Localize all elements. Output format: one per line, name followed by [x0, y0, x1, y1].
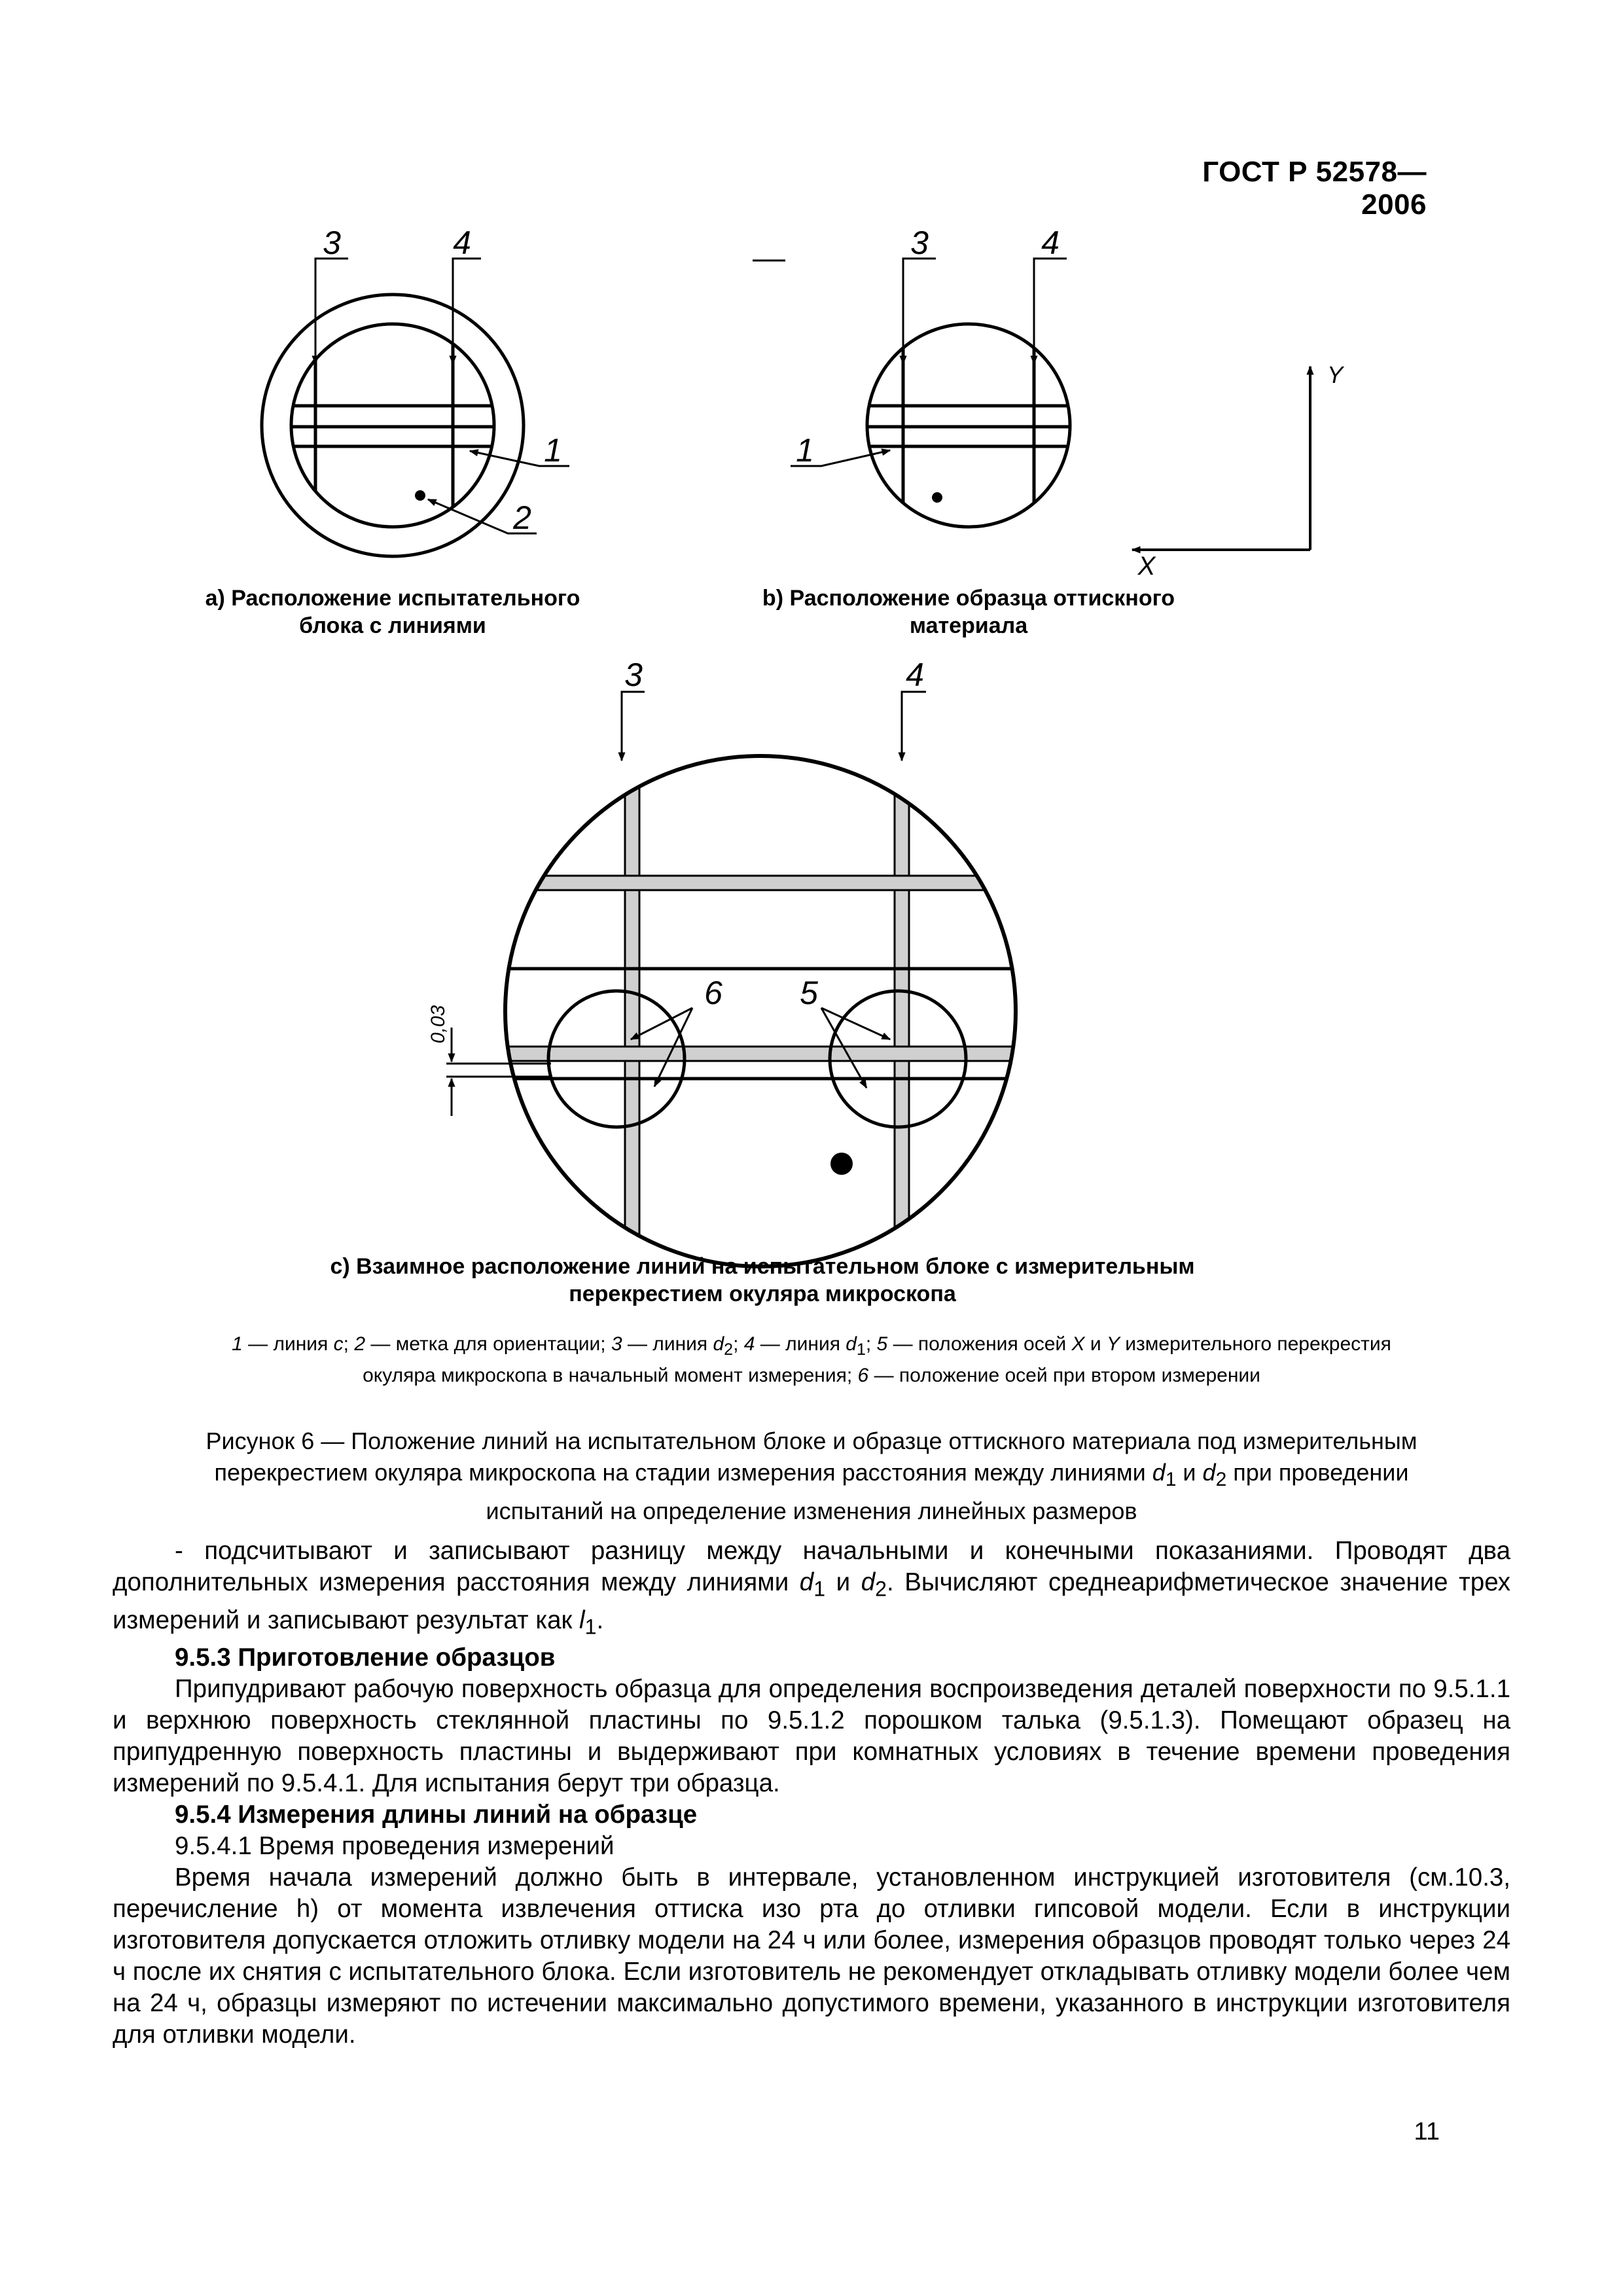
- page-number: 11: [1414, 2118, 1440, 2145]
- axis-x-label: X: [1137, 552, 1156, 581]
- label-1-a: 1: [544, 432, 562, 469]
- label-5-c: 5: [800, 975, 818, 1011]
- label-2-a: 2: [513, 499, 531, 536]
- legend-line-2: окуляра микроскопа в начальный момент измерения; 6 — положение осей при втором измерении: [363, 1365, 1260, 1386]
- label-4-c: 4: [906, 656, 924, 693]
- label-6-c: 6: [704, 975, 722, 1011]
- paragraph-2: Припудривают рабочую поверхность образца для определения воспроизведения деталей поверхности по 9.5.1.1 и верхнюю поверхность стеклянной пластины по 9.5.1.2 порошком талька (9.5.1.3). Помещают образец на припудренную поверхность пластины и выдерживают при комнатных условиях в течение времени проведения измерений по 9.5.4.1. Для испытания берут три образца.: [113, 1675, 1510, 1798]
- axis-y-label: Y: [1327, 361, 1344, 388]
- legend-line-1: 1 — линия c; 2 — метка для ориентации; 3 — линия $d_2$; 4 — линия $d_1$; 5 — положения осей X и Y измерительного перекрестия: [232, 1333, 1391, 1359]
- label-4-b: 4: [1041, 224, 1060, 261]
- caption-a: a) Расположение испытательного блока с линиями: [205, 586, 580, 638]
- figure-legend: [98, 1331, 1525, 1389]
- body-text: [113, 1535, 1510, 2051]
- dimension-label: 0,03: [427, 1005, 449, 1044]
- label-3-a: 3: [323, 224, 341, 261]
- label-1-b: 1: [796, 432, 814, 469]
- caption-b: b) Расположение образца оттискного материала: [762, 586, 1175, 638]
- caption-c: c) Взаимное расположение линий на испытательном блоке с измерительным перекрестием окуляра микроскопа: [330, 1254, 1195, 1306]
- label-4-a: 4: [453, 224, 471, 261]
- heading-9-5-4: 9.5.4 Измерения длины линий на образце: [175, 1801, 698, 1829]
- document-id: ГОСТ Р 52578—2006: [1202, 156, 1427, 221]
- paragraph-1: - подсчитывают и записывают разницу между начальными и конечными показаниями. Проводят два дополнительных измерения расстояния между линиями $d_1$ и $d_2$. Вычисляют среднеарифметическое значение трех измерений и записывают результат как $l_1$.: [113, 1537, 1511, 1639]
- label-3-c: 3: [624, 656, 643, 693]
- figure-b-sample: [791, 259, 1073, 530]
- axis-indicator: [1132, 367, 1310, 550]
- label-3-b: 3: [910, 224, 929, 261]
- heading-9-5-3: 9.5.3 Приготовление образцов: [175, 1643, 556, 1672]
- figure-c-crosshair: [446, 692, 1027, 1283]
- heading-9-5-4-1: 9.5.4.1 Время проведения измерений: [175, 1832, 615, 1861]
- figure-title: Рисунок 6 — Положение линий на испытательном блоке и образце оттискного материала под измерительным перекрестием окуляра микроскопа на стадии измерения расстояния между линиями $d_1$ и $d_2$ при проведении испытаний на определение изменения линейных размеров: [205, 1427, 1418, 1525]
- paragraph-3: Время начала измерений должно быть в интервале, установленном инструкцией изготовителя (см.10.3, перечисление h) от момента извлечения оттиска изо рта до отливки гипсовой модели. Если в инструкции изготовителя допускается отложить отливку модели на 24 ч или более, измерения образцов проводят только через 24 ч после их снятия с испытательного блока. Если изготовитель не рекомендует откладывать отливку модели более чем на 24 ч, образцы измеряют по истечении максимально допустимого времени, указанного в инструкции изготовителя для отливки модели.: [113, 1863, 1510, 2049]
